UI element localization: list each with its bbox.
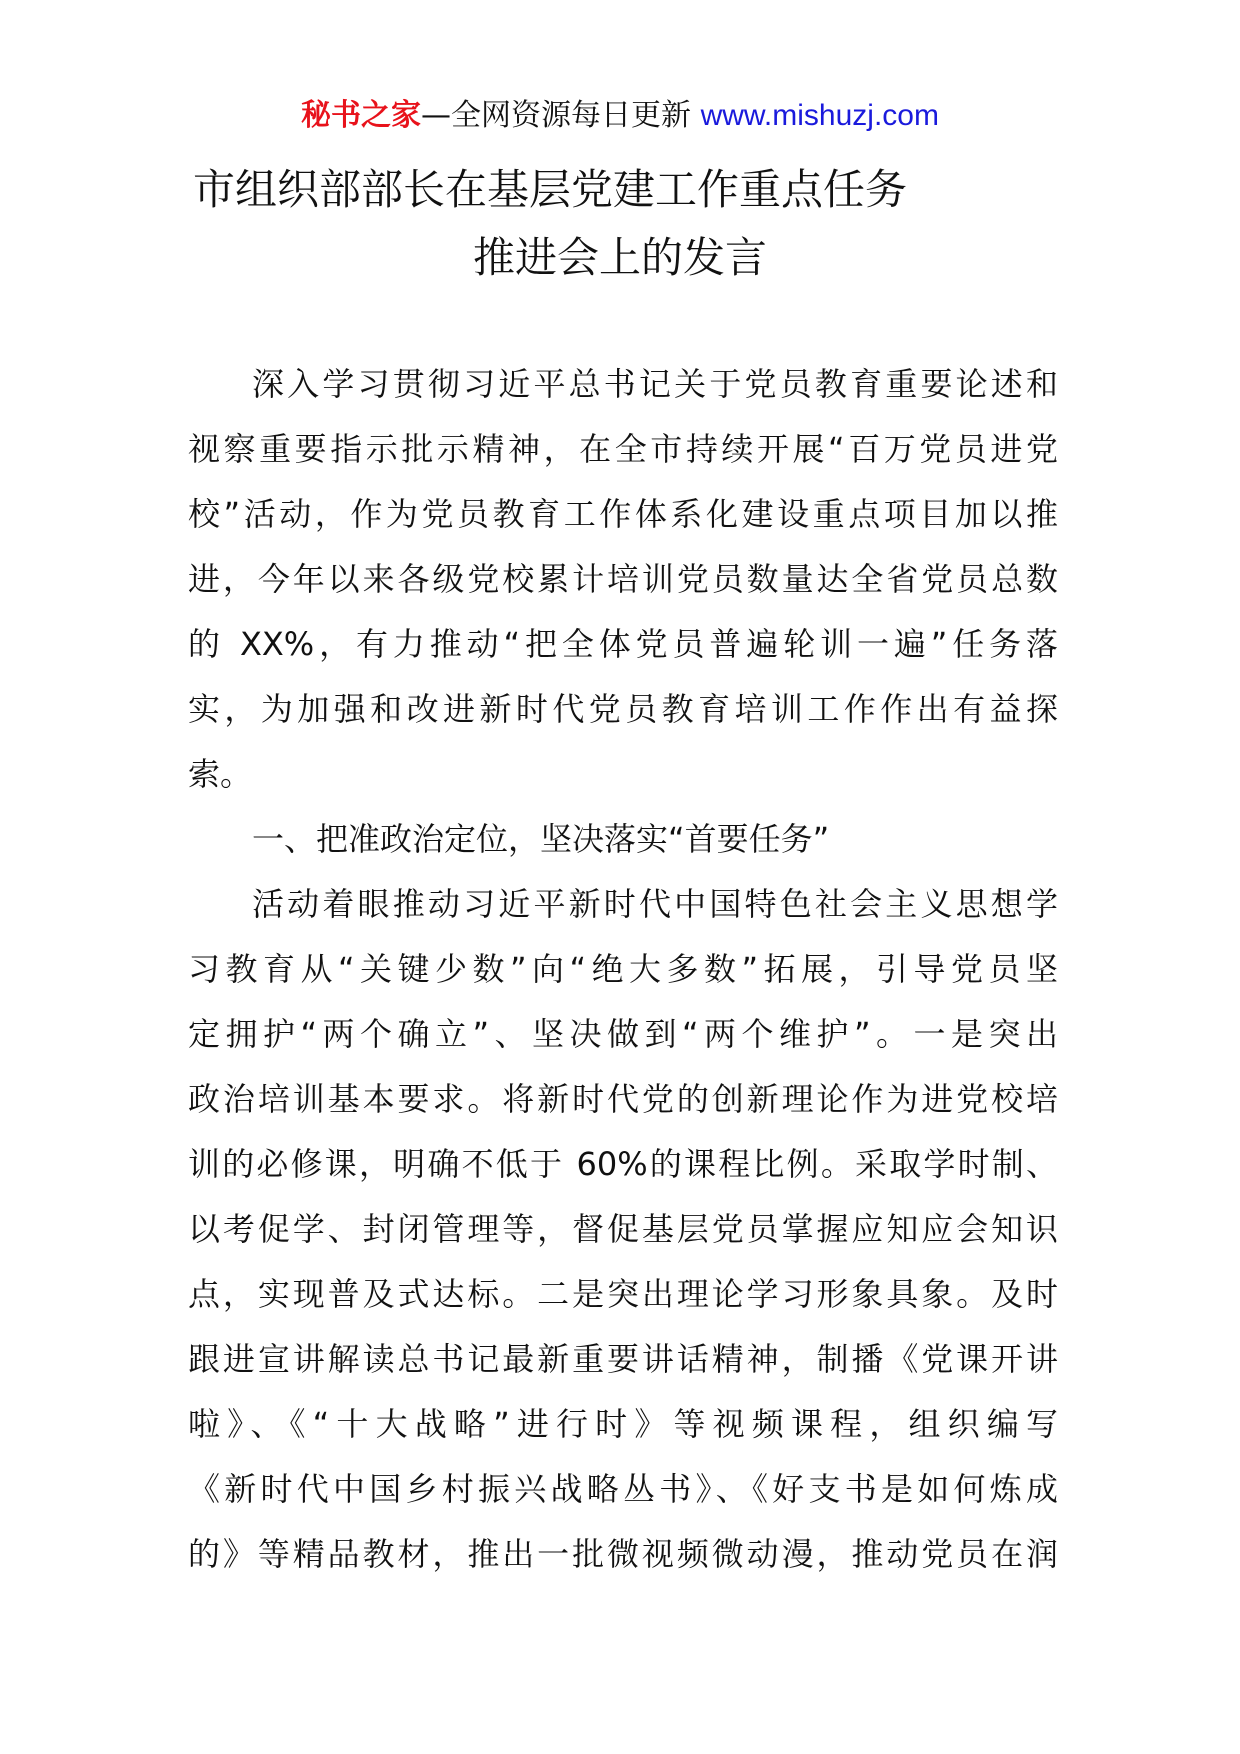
site-banner bbox=[0, 96, 1240, 136]
paragraph-1-line: 深入学习贯彻习近平总书记关于党员教育重要论述和 bbox=[252, 365, 1058, 403]
document-body bbox=[188, 352, 1058, 1587]
paragraph-2-line: 以考促学、封闭管理等，督促基层党员掌握应知应会知识 bbox=[188, 1210, 1058, 1248]
banner-tagline: —全网资源每日更新 bbox=[421, 98, 692, 133]
brand-name: 秘书之家 bbox=[301, 98, 422, 133]
paragraph-2-line: 点，实现普及式达标。二是突出理论学习形象具象。及时 bbox=[188, 1275, 1058, 1313]
paragraph-2-line: 习教育从“关键少数”向“绝大多数”拓展，引导党员坚 bbox=[188, 950, 1058, 988]
paragraph-2-line: 训的必修课，明确不低于 60%的课程比例。采取学时制、 bbox=[188, 1145, 1058, 1183]
paragraph-1-line: 进，今年以来各级党校累计培训党员数量达全省党员总数 bbox=[188, 560, 1058, 598]
paragraph-1-line: 视察重要指示批示精神，在全市持续开展“百万党员进党 bbox=[188, 430, 1058, 468]
paragraph-1-line: 索。 bbox=[188, 755, 253, 793]
paragraph-1-line: 实，为加强和改进新时代党员教育培训工作作出有益探 bbox=[188, 690, 1058, 728]
paragraph-2-line: 定拥护“两个确立”、坚决做到“两个维护”。一是突出 bbox=[188, 1015, 1058, 1053]
paragraph-1-line: 的 XX%，有力推动“把全体党员普遍轮训一遍”任务落 bbox=[188, 625, 1058, 663]
section-1-heading: 一、把准政治定位，坚决落实“首要任务” bbox=[252, 820, 830, 858]
paragraph-2-line: 《新时代中国乡村振兴战略丛书》、《好支书是如何炼成 bbox=[188, 1470, 1058, 1508]
paragraph-2-line: 跟进宣讲解读总书记最新重要讲话精神，制播《党课开讲 bbox=[188, 1340, 1058, 1378]
paragraph-2-line: 活动着眼推动习近平新时代中国特色社会主义思想学 bbox=[252, 885, 1058, 923]
site-url-link[interactable]: www.mishuzj.com bbox=[700, 99, 939, 132]
document-title-line-2: 推进会上的发言 bbox=[472, 233, 767, 282]
paragraph-1-line: 校”活动，作为党员教育工作体系化建设重点项目加以推 bbox=[188, 495, 1058, 533]
paragraph-2-line: 啦》、《“十大战略”进行时》等视频课程，组织编写 bbox=[188, 1405, 1058, 1443]
paragraph-2-line: 政治培训基本要求。将新时代党的创新理论作为进党校培 bbox=[188, 1080, 1058, 1118]
document-title-line-1: 市组织部部长在基层党建工作重点任务 bbox=[192, 165, 907, 214]
paragraph-2-line: 的》等精品教材，推出一批微视频微动漫，推动党员在润 bbox=[188, 1535, 1058, 1573]
